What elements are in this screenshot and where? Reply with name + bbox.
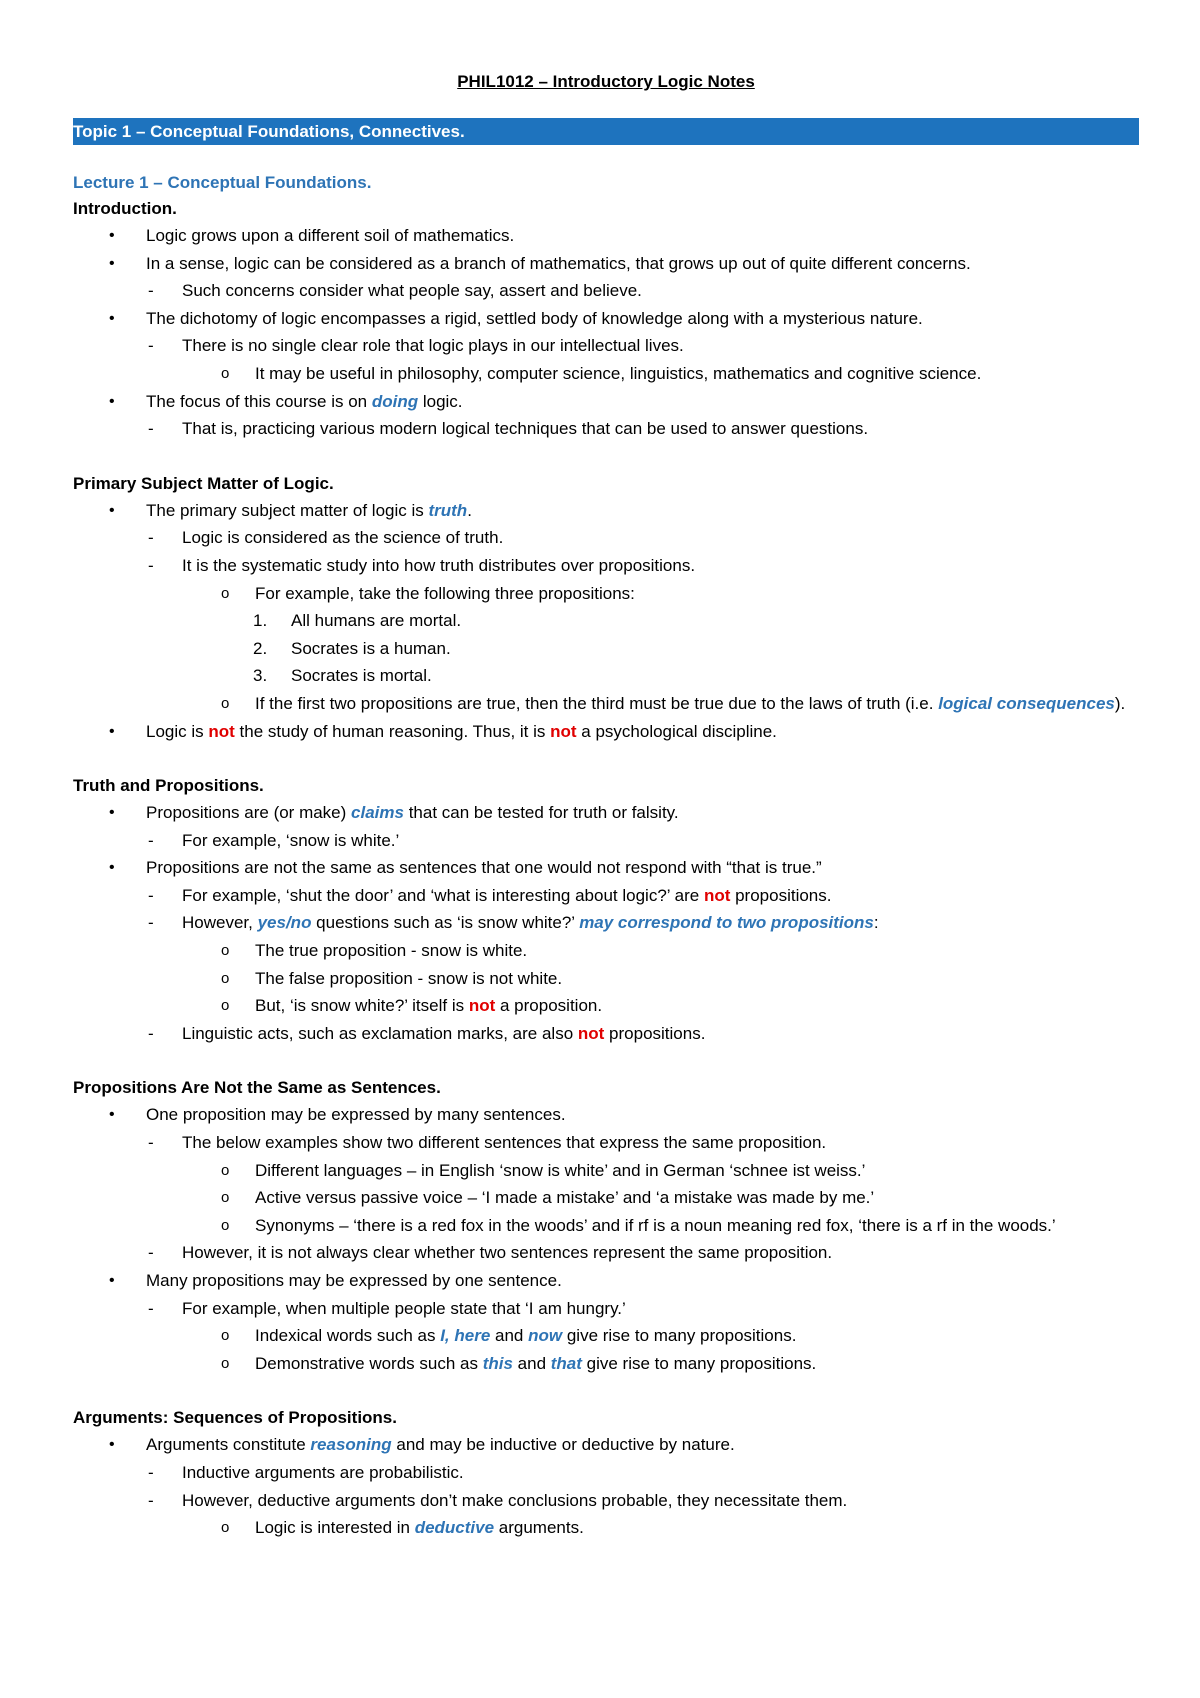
item-text: Logic is interested in (255, 1518, 415, 1538)
list-item (73, 1514, 1139, 1542)
item-text: The dichotomy of logic encompasses a rigid, settled body of knowledge along with a mysterious nature. (146, 308, 923, 328)
list-item (73, 305, 1139, 333)
circle-bullet-icon: o (221, 1216, 230, 1234)
item-text: For example, ‘snow is white.’ (182, 830, 400, 850)
list-item (73, 1212, 1139, 1240)
list-item (73, 415, 1139, 443)
item-text: a proposition. (495, 996, 603, 1016)
item-text: give rise to many propositions. (581, 1353, 817, 1373)
list-item (73, 1239, 1139, 1267)
item-text: However, (182, 913, 258, 933)
notes-section (73, 1404, 1139, 1541)
dash-bullet-icon: - (148, 885, 154, 905)
list-item (73, 882, 1139, 910)
item-text: arguments. (494, 1518, 584, 1538)
document-page (73, 70, 1139, 1542)
item-text: a psychological discipline. (576, 721, 777, 741)
bullet-icon: • (109, 254, 115, 272)
circle-bullet-icon: o (221, 694, 230, 712)
item-text: and (512, 1353, 551, 1373)
dash-bullet-icon: - (148, 1243, 154, 1263)
emphasis-text: that (550, 1353, 582, 1373)
list-number: 3. (253, 666, 268, 686)
emphasis-text: doing (371, 391, 419, 411)
list-item (73, 250, 1139, 278)
list-item (73, 909, 1139, 937)
dash-bullet-icon: - (148, 336, 154, 356)
item-text: Inductive arguments are probabilistic. (182, 1462, 464, 1482)
emphasis-text: not (703, 885, 731, 905)
dash-bullet-icon: - (148, 913, 154, 933)
item-text: Demonstrative words such as (255, 1353, 483, 1373)
section-heading: Primary Subject Matter of Logic. (73, 473, 334, 493)
section-heading: Arguments: Sequences of Propositions. (73, 1408, 397, 1428)
item-text: Many propositions may be expressed by one sentence. (146, 1271, 562, 1290)
emphasis-text: claims (351, 803, 404, 823)
list-item (73, 277, 1139, 305)
list-item (73, 1129, 1139, 1157)
item-text: But, ‘is snow white?’ itself is (255, 996, 469, 1016)
item-text: For example, ‘shut the door’ and ‘what is interesting about logic?’ are (182, 885, 704, 905)
list-item (73, 1350, 1139, 1378)
dash-bullet-icon: - (148, 1462, 154, 1482)
list-item (73, 1459, 1139, 1487)
item-text: The false proposition - snow is not white. (255, 968, 563, 988)
item-text: Active versus passive voice – ‘I made a mistake’ and ‘a mistake was made by me.’ (255, 1188, 875, 1208)
section-spacer (73, 443, 1139, 470)
dash-bullet-icon: - (148, 1298, 154, 1318)
list-item (73, 580, 1139, 608)
circle-bullet-icon: o (221, 584, 230, 602)
item-text: The primary subject matter of logic is (146, 500, 429, 520)
list-item (73, 992, 1139, 1020)
list-item (73, 1101, 1139, 1129)
list-item (73, 552, 1139, 580)
list-item (73, 937, 1139, 965)
dash-bullet-icon: - (148, 419, 154, 439)
emphasis-text: now (528, 1326, 563, 1346)
list-number: 2. (253, 638, 268, 658)
item-text: That is, practicing various modern logical techniques that can be used to answer questions. (182, 419, 869, 439)
item-text: It may be useful in philosophy, computer science, linguistics, mathematics and cognitive science. (255, 363, 982, 383)
list-item (73, 1322, 1139, 1350)
list-item (73, 497, 1139, 525)
bullet-icon: • (109, 309, 115, 327)
circle-bullet-icon: o (221, 1161, 230, 1179)
list-item (73, 1184, 1139, 1212)
bullet-icon: • (109, 392, 115, 410)
list-item (73, 635, 1139, 663)
topic-banner (73, 118, 1139, 145)
circle-bullet-icon: o (221, 1327, 230, 1345)
item-text: propositions. (604, 1023, 706, 1043)
item-text: propositions. (730, 885, 832, 905)
dash-bullet-icon: - (148, 528, 154, 548)
item-text: However, it is not always clear whether two sentences represent the same proposition. (182, 1243, 833, 1263)
list-item (73, 360, 1139, 388)
item-text: Arguments constitute (146, 1435, 311, 1455)
list-item (73, 222, 1139, 250)
emphasis-text: not (468, 996, 496, 1016)
list-item (73, 690, 1139, 718)
item-text: Such concerns consider what people say, assert and believe. (182, 281, 642, 301)
list-item (73, 799, 1139, 827)
item-text: However, deductive arguments don’t make conclusions probable, they necessitate them. (182, 1490, 848, 1510)
bullet-icon: • (109, 1436, 115, 1454)
topic-title: Topic 1 – Conceptual Foundations, Connectives. (73, 122, 465, 141)
list-item (73, 332, 1139, 360)
item-text: All humans are mortal. (291, 611, 462, 631)
bullet-icon: • (109, 804, 115, 822)
emphasis-text: reasoning (310, 1435, 392, 1455)
list-item (73, 607, 1139, 635)
dash-bullet-icon: - (148, 1023, 154, 1043)
item-text: that can be tested for truth or falsity. (403, 803, 679, 823)
notes-body (73, 195, 1139, 1542)
section-spacer (73, 1047, 1139, 1074)
circle-bullet-icon: o (221, 1189, 230, 1207)
section-heading: Introduction. (73, 199, 177, 218)
list-item (73, 388, 1139, 416)
list-item (73, 1157, 1139, 1185)
circle-bullet-icon: o (221, 1354, 230, 1372)
item-text: For example, when multiple people state that ‘I am hungry.’ (182, 1298, 626, 1318)
section-spacer (73, 745, 1139, 772)
item-text: questions such as ‘is snow white?’ (311, 913, 580, 933)
bullet-icon: • (109, 859, 115, 877)
bullet-icon: • (109, 227, 115, 244)
document-title: PHIL1012 – Introductory Logic Notes (457, 72, 755, 91)
item-text: logic. (418, 391, 463, 411)
section-heading: Truth and Propositions. (73, 776, 264, 796)
item-text: ). (1114, 693, 1126, 713)
list-item (73, 854, 1139, 882)
dash-bullet-icon: - (148, 1490, 154, 1510)
item-text: There is no single clear role that logic plays in our intellectual lives. (182, 336, 684, 356)
item-text: Logic is considered as the science of truth. (182, 528, 504, 548)
item-text: . (467, 500, 472, 520)
dash-bullet-icon: - (148, 1133, 154, 1153)
emphasis-text: not (550, 721, 577, 741)
list-item (73, 718, 1139, 746)
list-item (73, 524, 1139, 552)
section-heading: Propositions Are Not the Same as Sentences. (73, 1078, 441, 1098)
emphasis-text: truth (428, 500, 468, 520)
item-text: Socrates is mortal. (291, 666, 432, 686)
item-text: and (490, 1326, 529, 1346)
bullet-icon: • (109, 1272, 115, 1289)
emphasis-text: not (577, 1023, 605, 1043)
circle-bullet-icon: o (221, 969, 230, 987)
item-text: Different languages – in English ‘snow is white’ and in German ‘schnee ist weiss.’ (255, 1160, 866, 1180)
list-item (73, 827, 1139, 855)
emphasis-text: yes/no (257, 913, 312, 933)
bullet-icon: • (109, 722, 115, 740)
emphasis-text: I, here (440, 1326, 491, 1346)
item-text: and may be inductive or deductive by nature. (391, 1435, 735, 1455)
circle-bullet-icon: o (221, 997, 230, 1015)
item-text: the study of human reasoning. Thus, it is (234, 721, 551, 741)
bullet-icon: • (109, 1106, 115, 1124)
dash-bullet-icon: - (148, 281, 154, 301)
item-text: Propositions are not the same as sentences that one would not respond with “that is true.” (146, 858, 822, 878)
notes-section (73, 470, 1139, 745)
item-text: Logic is (146, 721, 209, 741)
dash-bullet-icon: - (148, 830, 154, 850)
emphasis-text: not (208, 721, 235, 741)
list-item (73, 662, 1139, 690)
dash-bullet-icon: - (148, 555, 154, 575)
bullet-icon: • (109, 501, 115, 519)
item-text: One proposition may be expressed by many sentences. (146, 1105, 566, 1125)
item-text: Synonyms – ‘there is a red fox in the woods’ and if rf is a noun meaning red fox, ‘there is a rf in the woods.’ (255, 1215, 1056, 1235)
section-spacer (73, 1377, 1139, 1404)
item-text: In a sense, logic can be considered as a branch of mathematics, that grows up out of quite different concerns. (146, 253, 971, 273)
notes-section (73, 772, 1139, 1047)
list-item (73, 965, 1139, 993)
emphasis-text: this (482, 1353, 513, 1373)
item-text: If the first two propositions are true, then the third must be true due to the laws of truth (i.e. (255, 693, 939, 713)
item-text: Socrates is a human. (291, 638, 451, 658)
item-text: Linguistic acts, such as exclamation marks, are also (182, 1023, 578, 1043)
emphasis-text: logical consequences (938, 693, 1115, 713)
emphasis-text: may correspond to two propositions (579, 913, 874, 933)
item-text: Propositions are (or make) (146, 803, 352, 823)
circle-bullet-icon: o (221, 942, 230, 960)
item-text: : (873, 913, 879, 933)
emphasis-text: deductive (414, 1518, 495, 1538)
item-text: Indexical words such as (255, 1326, 441, 1346)
lecture-title: Lecture 1 – Conceptual Foundations. (73, 173, 372, 192)
list-item (73, 1487, 1139, 1515)
item-text: give rise to many propositions. (562, 1326, 797, 1346)
notes-section (73, 195, 1139, 443)
item-text: The below examples show two different sentences that express the same proposition. (182, 1133, 827, 1153)
list-item (73, 1431, 1139, 1459)
item-text: Logic grows upon a different soil of mathematics. (146, 226, 515, 245)
item-text: For example, take the following three propositions: (255, 583, 635, 603)
item-text: The focus of this course is on (146, 391, 372, 411)
circle-bullet-icon: o (221, 364, 230, 382)
item-text: It is the systematic study into how truth distributes over propositions. (182, 555, 696, 575)
list-item (73, 1295, 1139, 1323)
list-item (73, 1267, 1139, 1295)
list-number: 1. (253, 611, 268, 631)
notes-section (73, 1074, 1139, 1377)
circle-bullet-icon: o (221, 1519, 230, 1537)
list-item (73, 1020, 1139, 1048)
item-text: The true proposition - snow is white. (255, 941, 528, 961)
